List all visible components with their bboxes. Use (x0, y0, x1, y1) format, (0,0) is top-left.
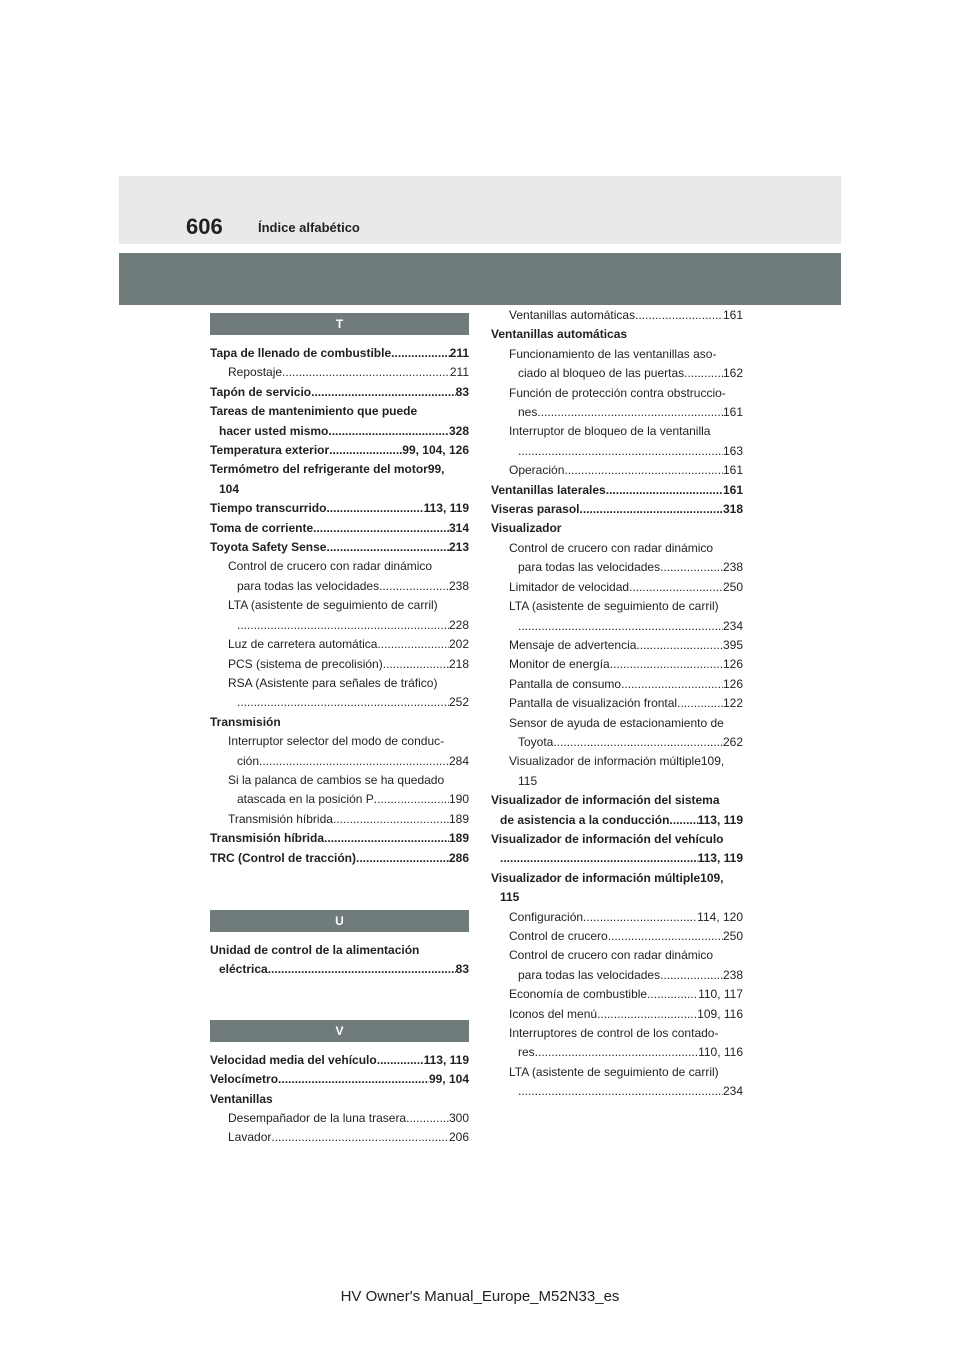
index-entry: Ventanillas automáticas (491, 327, 628, 342)
section-header-t: T (210, 313, 469, 335)
index-entry: Ventanillas (210, 1091, 273, 1106)
index-subentry: Sensor de ayuda de estacionamiento de Toyota ..... 262 (491, 714, 743, 753)
index-subentry: Monitor de energía ..... 126 (491, 655, 743, 674)
index-subentry: Interruptor selector del modo de conduc- ción ..... 284 (210, 732, 469, 771)
index-subentry: Función de protección contra obstruccio- nes ..... 161 (491, 384, 743, 423)
index-subentry: LTA (asistente de seguimiento de carril) ..... 228 (210, 596, 469, 635)
index-subentry: Operación ..... 161 (491, 461, 743, 480)
index-subentry: PCS (sistema de precolisión) ..... 218 (210, 655, 469, 674)
index-subentry: Interruptores de control de los contado- res ..... 110, 116 (491, 1024, 743, 1063)
index-entry: Tapa de llenado de combustible ..... 211 (210, 344, 469, 363)
index-subentry: Control de crucero con radar dinámico para todas las velocidades ..... 238 (491, 539, 743, 578)
page-title: Índice alfabético (258, 220, 360, 235)
index-subentry: LTA (asistente de seguimiento de carril) ..... 234 (491, 1063, 743, 1102)
index-subentry: Pantalla de visualización frontal ..... 122 (491, 694, 743, 713)
index-entry: Tiempo transcurrido ..... 113, 119 (210, 499, 469, 518)
header-dark-band (119, 253, 841, 305)
section-header-u: U (210, 910, 469, 932)
index-subentry: Mensaje de advertencia ..... 395 (491, 636, 743, 655)
index-subentry: Si la palanca de cambios se ha quedado atascada en la posición P ..... 190 (210, 771, 469, 810)
index-entry: Visualizador de información del vehículo ..... 113, 119 (491, 830, 743, 869)
index-entry: Termómetro del refrigerante del motor99, 104 (210, 462, 445, 496)
index-subentry: Ventanillas automáticas ..... 161 (491, 306, 743, 325)
index-entry: Toyota Safety Sense ..... 213 (210, 538, 469, 557)
index-subentry: Luz de carretera automática ..... 202 (210, 635, 469, 654)
index-subentry: Economía de combustible ..... 110, 117 (491, 985, 743, 1004)
index-subentry: LTA (asistente de seguimiento de carril) ..... 234 (491, 597, 743, 636)
index-subentry: Transmisión híbrida ..... 189 (210, 810, 469, 829)
index-entry: Unidad de control de la alimentación eléctrica ..... 83 (210, 941, 469, 980)
index-entry: Visualizador de información múltiple109, 115 (491, 870, 724, 905)
index-entry: Transmisión híbrida ..... 189 (210, 829, 469, 848)
index-subentry: Funcionamiento de las ventanillas aso- ciado al bloqueo de las puertas ..... 162 (491, 345, 743, 384)
index-entry: Toma de corriente ..... 314 (210, 519, 469, 538)
index-entry: Tareas de mantenimiento que puede hacer usted mismo ..... 328 (210, 402, 469, 441)
footer-text: HV Owner's Manual_Europe_M52N33_es (340, 1288, 620, 1305)
index-subentry: Limitador de velocidad ..... 250 (491, 578, 743, 597)
index-entry: Ventanillas laterales ..... 161 (491, 481, 743, 500)
index-subentry: Control de crucero con radar dinámico para todas las velocidades ..... 238 (210, 557, 469, 596)
index-subentry: RSA (Asistente para señales de tráfico) ..... 252 (210, 674, 469, 713)
header-band (119, 176, 841, 244)
index-subentry: Configuración ..... 114, 120 (491, 908, 743, 927)
index-subentry: Visualizador de información múltiple109, 115 (509, 754, 725, 788)
index-entry: Velocidad media del vehículo ..... 113, 119 (210, 1051, 469, 1070)
index-subentry: Desempañador de la luna trasera ..... 300 (210, 1109, 469, 1128)
index-subentry: Repostaje ..... 211 (210, 363, 469, 382)
index-subentry: Control de crucero con radar dinámico para todas las velocidades ..... 238 (491, 946, 743, 985)
index-entry: Visualizador de información del sistema de asistencia a la conducción ..... 113, 119 (491, 791, 743, 830)
index-entry: Viseras parasol ..... 318 (491, 500, 743, 519)
index-entry: Velocímetro ..... 99, 104 (210, 1070, 469, 1089)
index-entry: TRC (Control de tracción) ..... 286 (210, 849, 469, 868)
index-subentry: Interruptor de bloqueo de la ventanilla ..... 163 (491, 422, 743, 461)
index-column-right (491, 306, 743, 1102)
index-entry: Temperatura exterior ..... 99, 104, 126 (210, 441, 469, 460)
index-subentry: Control de crucero ..... 250 (491, 927, 743, 946)
index-entry: Transmisión (210, 714, 281, 729)
index-subentry: Pantalla de consumo ..... 126 (491, 675, 743, 694)
section-header-v: V (210, 1020, 469, 1042)
index-entry: Visualizador (491, 521, 562, 536)
index-column-left (210, 306, 469, 1148)
index-subentry: Lavador ..... 206 (210, 1128, 469, 1147)
index-subentry: Iconos del menú ..... 109, 116 (491, 1005, 743, 1024)
index-entry: Tapón de servicio ..... 83 (210, 383, 469, 402)
page-number: 606 (186, 214, 223, 239)
